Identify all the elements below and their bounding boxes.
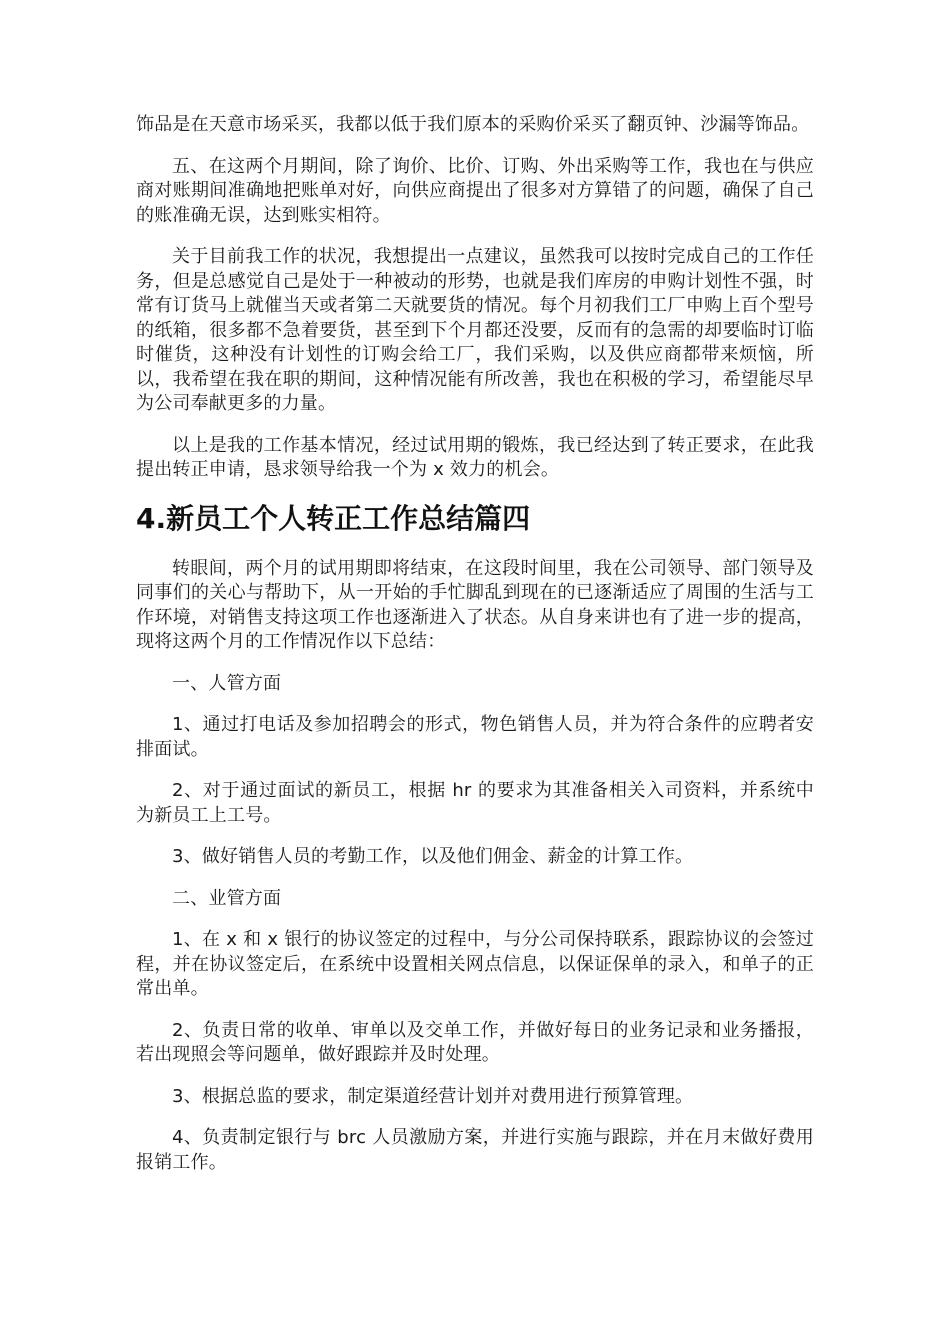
list-item-business-2: 2、负责日常的收单、审单以及交单工作，并做好每日的业务记录和业务播报，若出现照会等问题单，做好跟踪并及时处理。 xyxy=(136,1019,814,1065)
paragraph-decorations-purchase: 饰品是在天意市场采买，我都以低于我们原本的采购价采买了翻页钟、沙漏等饰品。 xyxy=(136,114,810,135)
subheading-business-management: 二、业管方面 xyxy=(172,887,282,909)
list-item-business-4: 4、负责制定银行与 brc 人员激励方案，并进行实施与跟踪，并在月末做好费用报销工作。 xyxy=(136,1127,814,1173)
list-item-business-1: 1、在 x 和 x 银行的协议签定的过程中，与分公司保持联系，跟踪协议的会签过程，并在协议签定后，在系统中设置相关网点信息，以保证保单的录入，和单子的正常出单。 xyxy=(136,929,814,999)
document-page xyxy=(136,113,814,1192)
section-heading: 4.新员工个人转正工作总结篇四 xyxy=(136,501,531,535)
list-item-business-3: 3、根据总监的要求，制定渠道经营计划并对费用进行预算管理。 xyxy=(172,1085,694,1107)
subheading-personnel-management: 一、人管方面 xyxy=(172,672,282,694)
paragraph-work-suggestion: 关于目前我工作的状况，我想提出一点建议，虽然我可以按时完成自己的工作任务，但是总感觉自己是处于一种被动的形势，也就是我们库房的申购计划性不强，时常有订货马上就催当天或者第二天就要货的情况。每个月初我们工厂申购上百个型号的纸箱，很多都不急着要货，甚至到下个月都还没要，反而有的急需的却要临时订临时催货，这种没有计划性的订购会给工厂，我们采购，以及供应商都带来烦恼，所以，我希望在我在职的期间，这种情况能有所改善，我也在积极的学习，希望能尽早为公司奉献更多的力量。 xyxy=(136,246,814,414)
list-item-personnel-1: 1、通过打电话及参加招聘会的形式，物色销售人员，并为符合条件的应聘者安排面试。 xyxy=(136,714,814,760)
list-item-personnel-3: 3、做好销售人员的考勤工作，以及他们佣金、薪金的计算工作。 xyxy=(172,846,694,867)
paragraph-regularization-request: 以上是我的工作基本情况，经过试用期的锻炼，我已经达到了转正要求，在此我提出转正申请，恳求领导给我一个为 x 效力的机会。 xyxy=(136,434,814,480)
paragraph-section-intro: 转眼间，两个月的试用期即将结束，在这段时间里，我在公司领导、部门领导及同事们的关心与帮助下，从一开始的手忙脚乱到现在的已逐渐适应了周围的生活与工作环境，对销售支持这项工作也逐渐进入了状态。从自身来讲也有了进一步的提高，现将这两个月的工作情况作以下总结： xyxy=(136,557,814,652)
list-item-personnel-2: 2、对于通过面试的新员工，根据 hr 的要求为其准备相关入司资料，并系统中为新员工上工号。 xyxy=(136,780,814,826)
paragraph-supplier-reconciliation: 五、在这两个月期间，除了询价、比价、订购、外出采购等工作，我也在与供应商对账期间准确地把账单对好，向供应商提出了很多对方算错了的问题，确保了自己的账准确无误，达到账实相符。 xyxy=(136,155,814,226)
